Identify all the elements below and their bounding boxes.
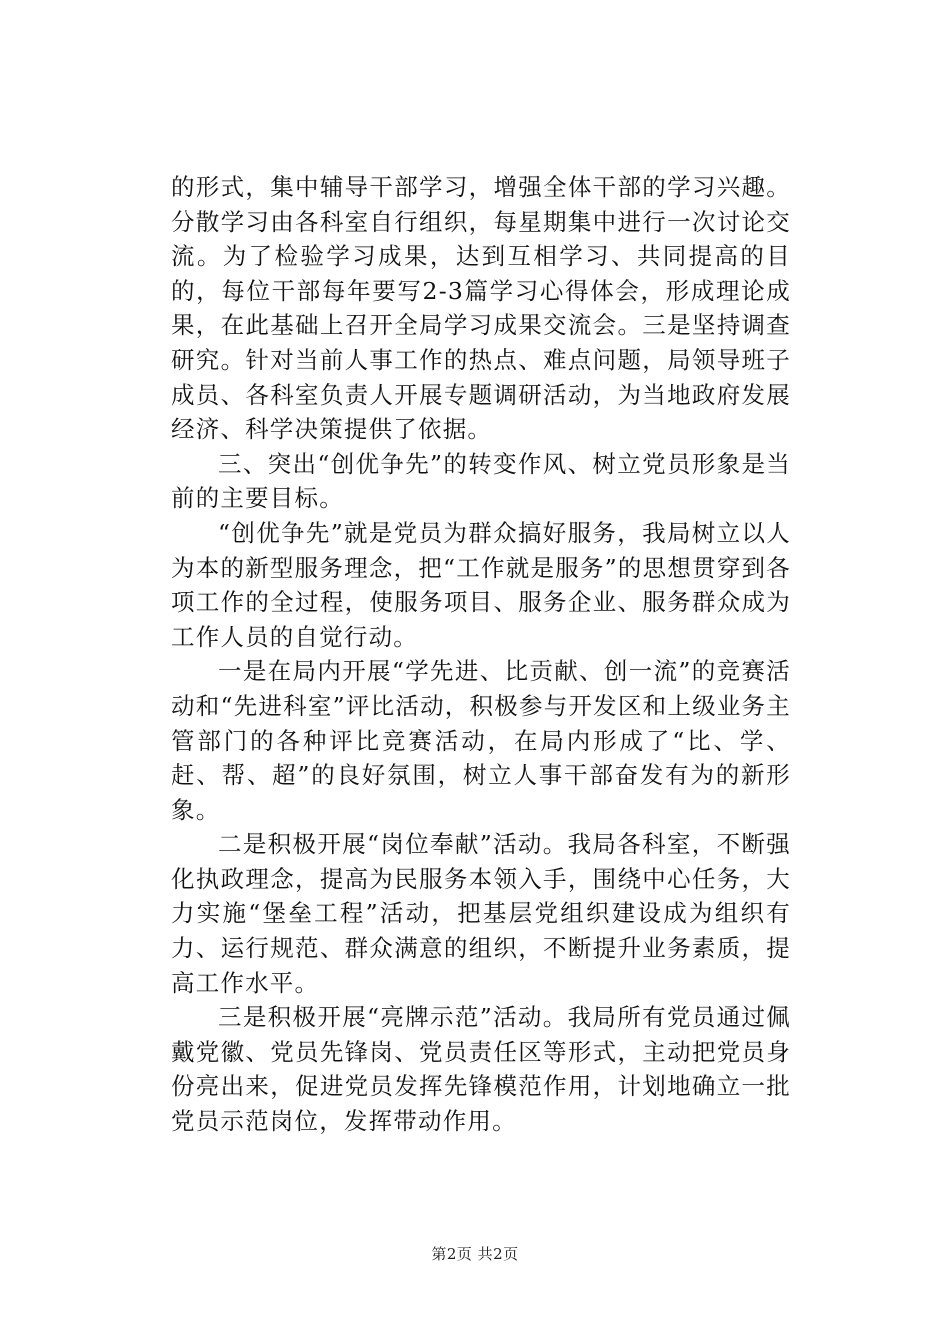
paragraph-4: 一是在局内开展“学先进、比贡献、创一流”的竞赛活动和“先进科室”评比活动，积极参与开发区和上级业务主管部门的各种评比竞赛活动，在局内形成了“比、学、赶、帮、超”的良好氛围，树立人事干部奋发有为的新形象。 — [171, 657, 791, 824]
paragraph-5: 二是积极开展“岗位奉献”活动。我局各科室，不断强化执政理念，提高为民服务本领入手，围绕中心任务，大力实施“堡垒工程”活动，把基层党组织建设成为组织有力、运行规范、群众满意的组织，不断提升业务素质，提高工作水平。 — [171, 830, 791, 997]
document-body — [171, 170, 791, 1139]
paragraph-6: 三是积极开展“亮牌示范”活动。我局所有党员通过佩戴党徽、党员先锋岗、党员责任区等形式，主动把党员身份亮出来，促进党员发挥先锋模范作用，计划地确立一批党员示范岗位，发挥带动作用。 — [171, 1003, 791, 1136]
paragraph-2-heading: 三、突出“创优争先”的转变作风、树立党员形象是当前的主要目标。 — [171, 449, 791, 513]
paragraph-3: “创优争先”就是党员为群众搞好服务，我局树立以人为本的新型服务理念，把“工作就是服务”的思想贯穿到各项工作的全过程，使服务项目、服务企业、服务群众成为工作人员的自觉行动。 — [171, 518, 791, 651]
paragraph-1: 的形式，集中辅导干部学习，增强全体干部的学习兴趣。分散学习由各科室自行组织，每星期集中进行一次讨论交流。为了检验学习成果，达到互相学习、共同提高的目的，每位干部每年要写2-3篇学习心得体会，形成理论成果，在此基础上召开全局学习成果交流会。三是坚持调查研究。针对当前人事工作的热点、难点问题，局领导班子成员、各科室负责人开展专题调研活动，为当地政府发展经济、科学决策提供了依据。 — [171, 173, 791, 444]
page-footer: 第2页 共2页 — [431, 1245, 519, 1263]
